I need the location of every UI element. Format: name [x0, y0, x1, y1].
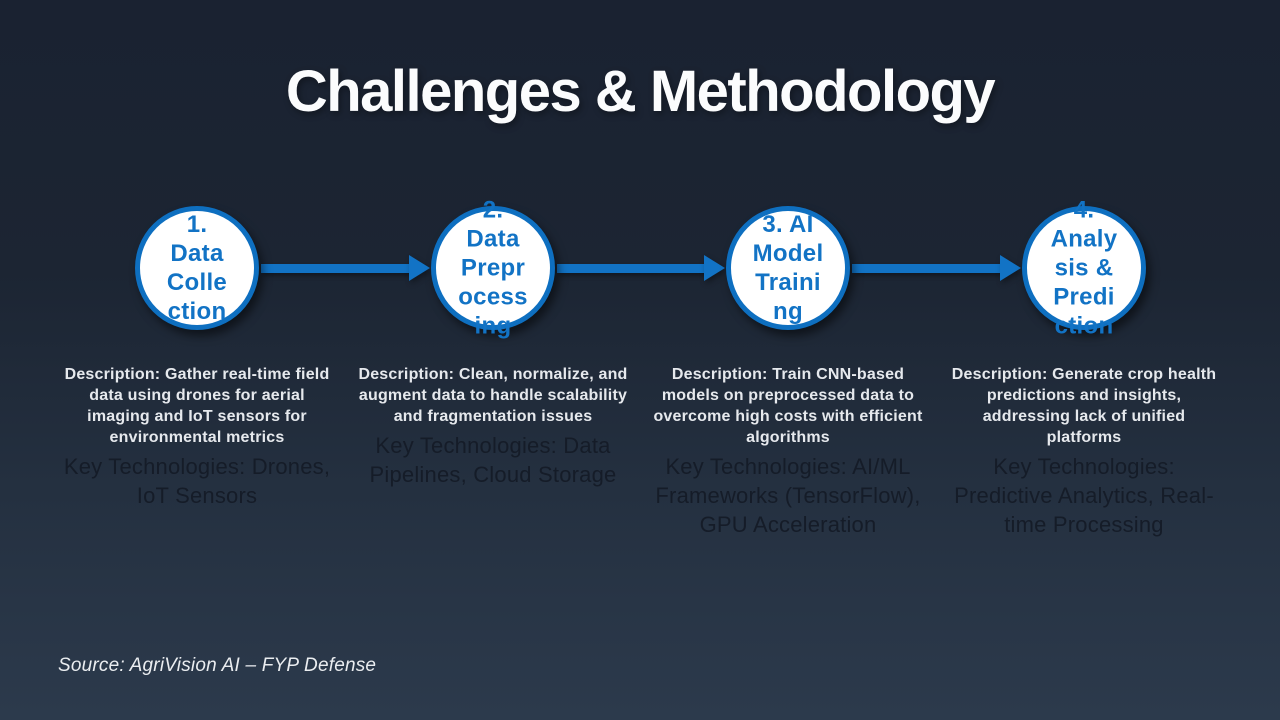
step-key-technologies: Key Technologies: Predictive Analytics, Real-time Processing [954, 454, 1214, 537]
source-caption: Source: AgriVision AI – FYP Defense [58, 655, 377, 676]
slide-title: Challenges & Methodology [285, 59, 995, 124]
step-detail [945, 364, 1223, 539]
step-detail [58, 364, 336, 510]
step-detail [354, 364, 632, 489]
step-circle-label: 1. Data Colle ction [166, 211, 228, 325]
step-description: Description: Gather real-time field data using drones for aerial imaging and IoT sensors for environmental metrics [64, 366, 330, 446]
step-circle-label: 2. Data Prepr ocess ing [458, 196, 528, 340]
step-key-technologies: Key Technologies: Drones, IoT Sensors [63, 454, 331, 508]
step-circle-label: 3. AI Model Traini ng [752, 211, 824, 325]
step-detail [649, 364, 927, 539]
step-description: Description: Train CNN-based models on preprocessed data to overcome high costs with efficient algorithms [653, 366, 923, 446]
step-description: Description: Clean, normalize, and augment data to handle scalability and fragmentation issues [358, 366, 628, 425]
step-key-technologies: Key Technologies: AI/ML Frameworks (TensorFlow), GPU Acceleration [655, 454, 921, 537]
step-key-technologies: Key Technologies: Data Pipelines, Cloud Storage [369, 433, 617, 487]
step-description: Description: Generate crop health predictions and insights, addressing lack of unified platforms [951, 366, 1217, 446]
step-circle-label: 4. Analy sis & Predi ction [1050, 196, 1118, 340]
